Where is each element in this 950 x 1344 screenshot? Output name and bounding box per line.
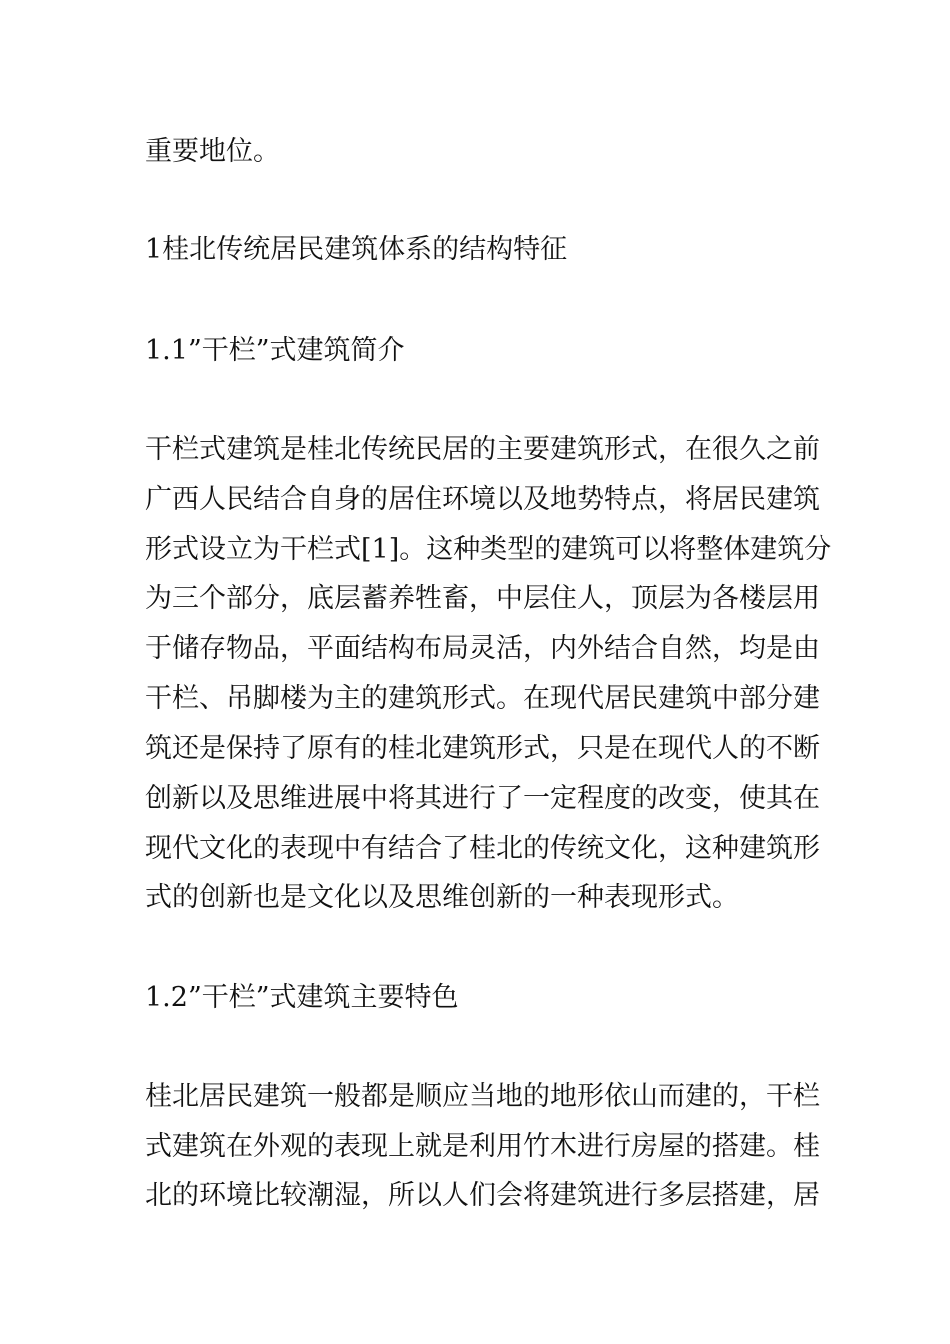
paragraph-line: 干栏式建筑是桂北传统民居的主要建筑形式，在很久之前 [145, 434, 820, 465]
paragraph-line: 北的环境比较潮湿，所以人们会将建筑进行多层搭建，居 [145, 1180, 820, 1211]
paragraph-line: 干栏、吊脚楼为主的建筑形式。在现代居民建筑中部分建 [145, 683, 820, 714]
paragraph-line: 形式设立为干栏式[1]。这种类型的建筑可以将整体建筑分 [145, 534, 832, 565]
paragraph-line: 现代文化的表现中有结合了桂北的传统文化，这种建筑形 [145, 833, 820, 864]
paragraph-line: 式建筑在外观的表现上就是利用竹木进行房屋的搭建。桂 [145, 1131, 820, 1162]
paragraph-line: 于储存物品，平面结构布局灵活，内外结合自然，均是由 [145, 633, 820, 664]
subsection-heading-1-2: 1.2”干栏”式建筑主要特色 [145, 982, 459, 1013]
paragraph-line: 筑还是保持了原有的桂北建筑形式，只是在现代人的不断 [145, 733, 820, 764]
paragraph-line: 广西人民结合自身的居住环境以及地势特点，将居民建筑 [145, 484, 820, 515]
paragraph-line: 创新以及思维进展中将其进行了一定程度的改变，使其在 [145, 783, 820, 814]
paragraph-line: 式的创新也是文化以及思维创新的一种表现形式。 [145, 882, 739, 913]
section-heading-1: 1桂北传统居民建筑体系的结构特征 [145, 234, 568, 265]
paragraph-line: 为三个部分，底层蓄养牲畜，中层住人，顶层为各楼层用 [145, 583, 820, 614]
subsection-heading-1-1: 1.1”干栏”式建筑简介 [145, 335, 405, 366]
paragraph-continuation: 重要地位。 [145, 136, 280, 167]
paragraph-line: 桂北居民建筑一般都是顺应当地的地形依山而建的，干栏 [145, 1081, 820, 1112]
